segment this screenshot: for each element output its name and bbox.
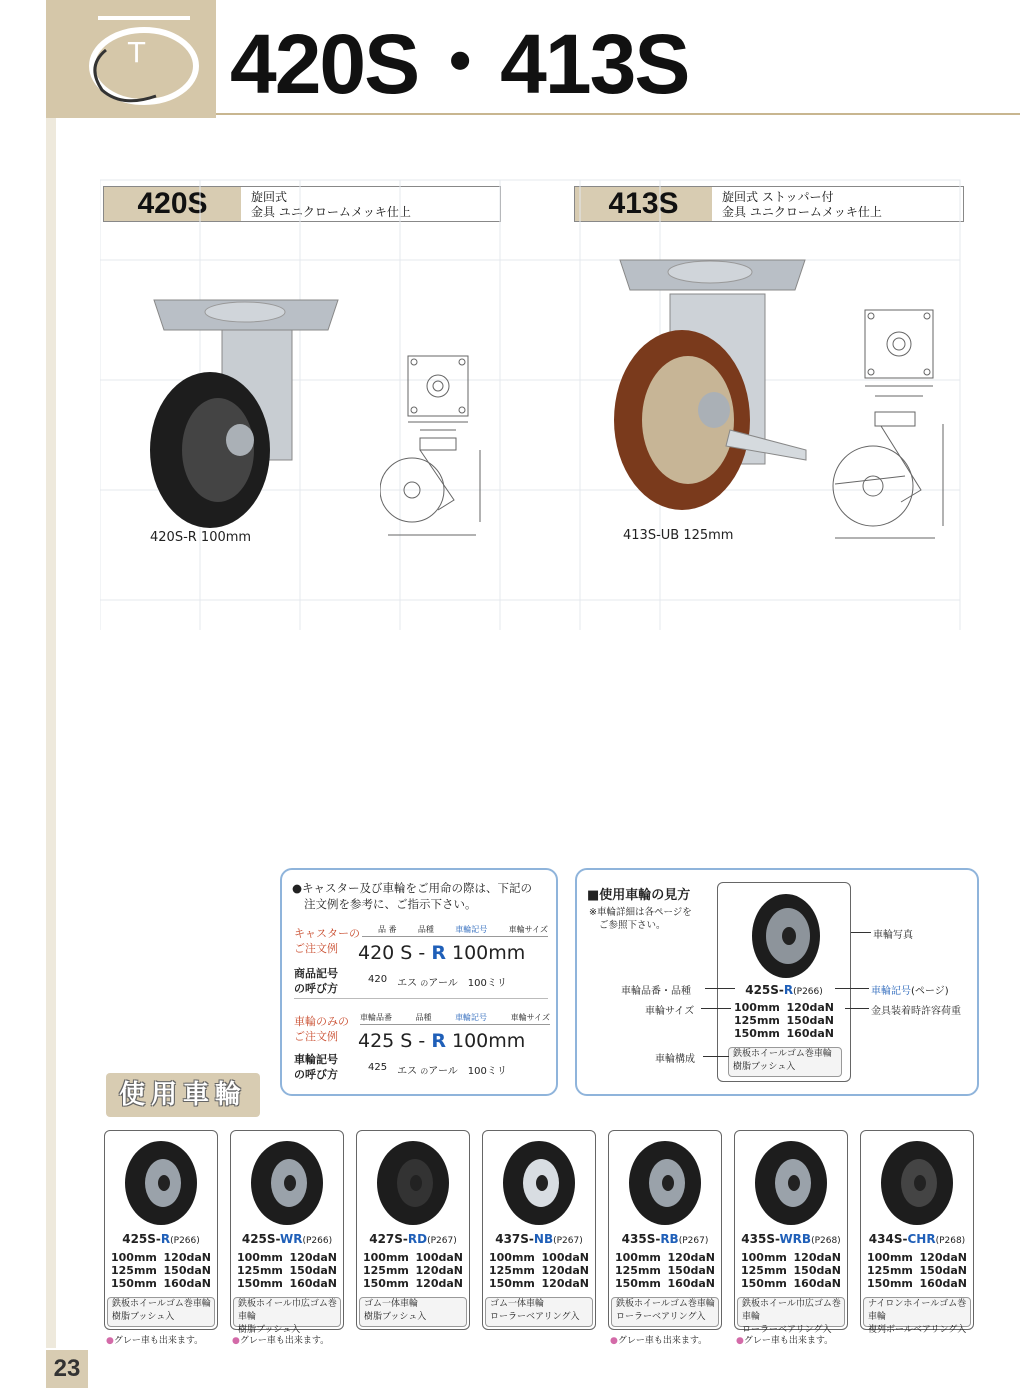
wheel-desc — [107, 1297, 215, 1327]
spec-load: 100daN — [415, 1251, 463, 1264]
wheel-page-ref: (P266) — [302, 1236, 333, 1246]
desc-line: 複列ボールベアリング入 — [868, 1325, 967, 1335]
spec-row — [237, 1264, 337, 1277]
wheel-photo-icon — [111, 1137, 211, 1227]
header-cell: 品種 — [415, 1013, 432, 1022]
product-desc-line: 金具 ユニクロームメッキ仕上 — [251, 205, 411, 219]
wheel-desc — [611, 1297, 719, 1327]
header-cell: 車輪サイズ — [510, 1013, 550, 1022]
spec-load: 120daN — [793, 1251, 841, 1264]
desc-line: 樹脂ブッシュ入 — [112, 1312, 175, 1322]
wheel-note — [736, 1333, 833, 1346]
page-title: 420S・413S — [230, 17, 689, 111]
caster-read — [368, 974, 507, 989]
wheel-card — [860, 1130, 974, 1335]
desc-line: 鉄板ホイール巾広ゴム巻車輪 — [238, 1299, 337, 1322]
read-part: の — [420, 1067, 429, 1076]
wheel-note — [610, 1333, 707, 1346]
spec-load: 150daN — [786, 1014, 834, 1027]
guide-sample-card — [717, 882, 851, 1082]
label-line: 車輪のみの — [294, 1015, 349, 1028]
spec-load: 120daN — [163, 1251, 211, 1264]
read-part: 420 — [368, 974, 388, 985]
spec-row — [489, 1277, 589, 1290]
wheel-photo-icon — [867, 1137, 967, 1227]
wheel-name — [609, 1232, 721, 1246]
wheel-prefix: 437S- — [495, 1232, 534, 1246]
desc-line: ローラーベアリング入 — [616, 1312, 706, 1322]
drawing-420s — [380, 350, 500, 550]
spec-size: 150mm — [489, 1277, 535, 1290]
wheel-specs — [615, 1251, 715, 1290]
callout-line — [705, 988, 735, 989]
wheel-note — [106, 1333, 203, 1346]
wheel-code: RB — [660, 1232, 679, 1246]
desc-line: 鉄板ホイール巾広ゴム巻車輪 — [742, 1299, 841, 1322]
spec-row — [741, 1251, 841, 1264]
brand-logo-panel — [46, 0, 216, 118]
spec-size: 150mm — [734, 1027, 780, 1040]
spec-size: 125mm — [741, 1264, 787, 1277]
product-desc-line: 旋回式 ストッパー付 — [722, 190, 834, 204]
page-number: 23 — [46, 1350, 88, 1388]
note-text: グレー車も出来ます。 — [239, 1336, 330, 1346]
spec-load: 120daN — [786, 1001, 834, 1014]
wheel-prefix: 427S- — [369, 1232, 408, 1246]
spec-row — [615, 1277, 715, 1290]
caster-logo-icon — [46, 0, 216, 118]
spec-size: 100mm — [489, 1251, 535, 1264]
wheel-code: CHR — [907, 1232, 936, 1246]
spec-row — [867, 1277, 967, 1290]
wheel-card — [230, 1130, 344, 1335]
wheel-specs — [111, 1251, 211, 1290]
label-struct: 車輪構成 — [655, 1054, 695, 1065]
read-part: アール — [428, 978, 458, 989]
spec-load: 160daN — [793, 1277, 841, 1290]
bullet-icon: ● — [232, 1336, 240, 1346]
spec-size: 100mm — [867, 1251, 913, 1264]
spec-row — [615, 1264, 715, 1277]
desc-line: 樹脂ブッシュ入 — [238, 1325, 301, 1335]
divider — [362, 936, 548, 937]
read-part: エス — [397, 978, 418, 989]
spec-size: 125mm — [363, 1264, 409, 1277]
note-text: グレー車も出来ます。 — [743, 1336, 834, 1346]
wheel-name — [231, 1232, 343, 1246]
left-margin-strip — [46, 118, 56, 1348]
label-code-text: 車輪記号 — [871, 986, 911, 997]
spec-load: 160daN — [289, 1277, 337, 1290]
spec-size: 125mm — [867, 1264, 913, 1277]
spec-size: 125mm — [111, 1264, 157, 1277]
wheel-photo-icon — [363, 1137, 463, 1227]
desc-line: 樹脂ブッシュ入 — [364, 1312, 427, 1322]
spec-row — [489, 1264, 589, 1277]
wheel-card — [482, 1130, 596, 1330]
spec-load: 150daN — [163, 1264, 211, 1277]
spec-row — [734, 1001, 834, 1014]
spec-size: 150mm — [111, 1277, 157, 1290]
note-line: ※車輪詳細は各ページを — [589, 907, 692, 918]
example-size: 100mm — [452, 942, 526, 964]
spec-size: 125mm — [734, 1014, 780, 1027]
read-part: エス — [397, 1066, 418, 1077]
bullet-icon: ● — [736, 1336, 744, 1346]
product-code-420s: 420S — [104, 187, 241, 221]
note-line: ご参照下さい。 — [599, 920, 666, 931]
desc-line: 樹脂ブッシュ入 — [733, 1062, 796, 1072]
sample-code: R — [783, 983, 794, 997]
wheel-specs — [237, 1251, 337, 1290]
wheel-photo-icon — [741, 1137, 841, 1227]
label-line: キャスターの — [294, 927, 360, 940]
wheel-page-ref: (P266) — [170, 1236, 200, 1246]
wheel-photo-icon — [746, 891, 826, 981]
wheel-guide-panel — [575, 868, 979, 1096]
wheel-card — [104, 1130, 218, 1330]
spec-row — [363, 1251, 463, 1264]
wheel-page-ref: (P268) — [811, 1236, 841, 1246]
sample-page: (P266) — [793, 987, 823, 997]
product-desc-line: 旋回式 — [251, 190, 288, 204]
example-part: 425 S - — [358, 1030, 426, 1052]
example-size: 100mm — [452, 1030, 526, 1052]
spec-load: 160daN — [667, 1277, 715, 1290]
note-text: グレー車も出来ます。 — [113, 1336, 204, 1346]
callout-line — [703, 1056, 729, 1057]
section-label-wheels: 使用車輪 — [106, 1073, 260, 1117]
desc-line: ローラーベアリング入 — [490, 1312, 580, 1322]
desc-line: ゴム一体車輪 — [490, 1299, 545, 1309]
order-intro-line: ●キャスター及び車輪をご用命の際は、下記の — [292, 881, 533, 895]
wheel-prefix: 435S- — [741, 1232, 780, 1246]
callout-line — [851, 932, 871, 933]
wheel-prefix: 425S- — [122, 1232, 161, 1246]
spec-row — [111, 1277, 211, 1290]
header-cell: 品種 — [417, 925, 434, 934]
spec-size: 125mm — [489, 1264, 535, 1277]
header-cell: 車輪品番 — [360, 1013, 392, 1022]
wheel-read-label — [294, 1052, 338, 1082]
wheel-order-headers — [360, 1012, 550, 1023]
guide-sample-specs — [734, 1001, 834, 1040]
spec-row — [615, 1251, 715, 1264]
desc-line: ゴム一体車輪 — [364, 1299, 419, 1309]
divider — [360, 1024, 550, 1025]
spec-row — [237, 1251, 337, 1264]
wheel-photo-icon — [489, 1137, 589, 1227]
bullet-icon: ● — [106, 1336, 114, 1346]
caster-order-example — [358, 942, 525, 964]
guide-sample-desc — [728, 1047, 842, 1077]
spec-load: 120daN — [541, 1264, 589, 1277]
label-code — [871, 982, 949, 997]
read-part: 100ミリ — [467, 1066, 507, 1077]
spec-load: 160daN — [786, 1027, 834, 1040]
header-cell: 車輪記号 — [455, 1013, 488, 1022]
wheel-note — [232, 1333, 329, 1346]
label-size: 車輪サイズ — [645, 1006, 695, 1017]
photo-caption-420s: 420S-R 100mm — [150, 530, 252, 545]
header-cell: 車輪サイズ — [508, 925, 548, 934]
callout-line — [845, 1008, 869, 1009]
wheel-desc — [233, 1297, 341, 1335]
wheel-desc — [737, 1297, 845, 1335]
wheel-page-ref: (P267) — [678, 1236, 709, 1246]
spec-row — [237, 1277, 337, 1290]
wheel-read — [368, 1062, 507, 1077]
spec-size: 150mm — [237, 1277, 283, 1290]
wheel-photo-icon — [615, 1137, 715, 1227]
caster-read-label — [294, 966, 338, 996]
spec-size: 100mm — [734, 1001, 780, 1014]
example-code: R — [431, 942, 446, 964]
desc-line: 鉄板ホイールゴム巻車輪 — [112, 1299, 211, 1309]
label-line: の呼び方 — [294, 1068, 338, 1081]
desc-line: ローラーベアリング入 — [742, 1325, 832, 1335]
spec-row — [489, 1251, 589, 1264]
guide-sample-name — [718, 983, 850, 997]
wheel-photo-icon — [237, 1137, 337, 1227]
wheel-name — [357, 1232, 469, 1246]
label-line: ご注文例 — [294, 942, 338, 955]
spec-size: 125mm — [615, 1264, 661, 1277]
product-desc-line: 金具 ユニクロームメッキ仕上 — [722, 205, 882, 219]
desc-line: 鉄板ホイールゴム巻車輪 — [616, 1299, 715, 1309]
spec-row — [741, 1264, 841, 1277]
wheel-card — [608, 1130, 722, 1330]
desc-line: 鉄板ホイールゴム巻車輪 — [733, 1049, 832, 1059]
spec-row — [734, 1014, 834, 1027]
header-rule — [216, 113, 1020, 115]
sample-prefix: 425S- — [745, 983, 784, 997]
label-line: 商品記号 — [294, 967, 338, 980]
spec-size: 100mm — [237, 1251, 283, 1264]
read-part: アール — [428, 1066, 458, 1077]
wheel-specs — [867, 1251, 967, 1290]
wheel-prefix: 425S- — [241, 1232, 280, 1246]
spec-load: 120daN — [289, 1251, 337, 1264]
spec-load: 160daN — [163, 1277, 211, 1290]
spec-row — [867, 1251, 967, 1264]
wheel-specs — [741, 1251, 841, 1290]
header-cell: 品 番 — [378, 925, 397, 934]
spec-row — [363, 1264, 463, 1277]
spec-size: 150mm — [363, 1277, 409, 1290]
wheel-desc — [359, 1297, 467, 1327]
spec-load: 150daN — [289, 1264, 337, 1277]
label-load: 金具装着時許容荷重 — [871, 1006, 961, 1017]
example-part: 420 S - — [358, 942, 426, 964]
callout-line — [835, 988, 869, 989]
wheel-card — [356, 1130, 470, 1330]
caster-order-headers — [378, 924, 548, 935]
spec-load: 150daN — [667, 1264, 715, 1277]
spec-load: 100daN — [541, 1251, 589, 1264]
order-intro-line: 注文例を参考に、ご指示下さい。 — [304, 897, 477, 911]
guide-title: ■使用車輪の見方 — [587, 888, 691, 903]
spec-load: 150daN — [793, 1264, 841, 1277]
spec-load: 150daN — [919, 1264, 967, 1277]
spec-size: 150mm — [615, 1277, 661, 1290]
divider — [294, 998, 548, 999]
header-cell: 車輪記号 — [455, 925, 488, 934]
spec-size: 150mm — [867, 1277, 913, 1290]
wheel-page-ref: (P267) — [553, 1236, 583, 1246]
spec-row — [111, 1264, 211, 1277]
spec-size: 100mm — [741, 1251, 787, 1264]
order-intro — [292, 880, 532, 912]
wheel-name — [861, 1232, 973, 1246]
spec-size: 100mm — [111, 1251, 157, 1264]
read-part: 100ミリ — [467, 978, 507, 989]
wheel-code: R — [160, 1232, 171, 1246]
caster-photo-413s — [610, 250, 810, 530]
spec-load: 120daN — [541, 1277, 589, 1290]
spec-row — [867, 1264, 967, 1277]
wheel-code: RD — [407, 1232, 428, 1246]
drawing-413s — [825, 300, 965, 550]
desc-line: ナイロンホイールゴム巻車輪 — [868, 1299, 967, 1322]
wheel-specs — [489, 1251, 589, 1290]
label-photo: 車輪写真 — [873, 930, 913, 941]
label-name: 車輪品番・品種 — [621, 986, 691, 997]
wheel-code: WRB — [779, 1232, 812, 1246]
wheel-code: WR — [280, 1232, 303, 1246]
label-line: ご注文例 — [294, 1030, 338, 1043]
wheel-order-example — [358, 1030, 525, 1052]
spec-row — [734, 1027, 834, 1040]
wheel-name — [105, 1232, 217, 1246]
note-text: グレー車も出来ます。 — [617, 1336, 708, 1346]
wheel-prefix: 435S- — [621, 1232, 661, 1246]
caster-photo-420s — [140, 290, 350, 535]
example-code: R — [431, 1030, 446, 1052]
product-code-413s: 413S — [575, 187, 712, 221]
wheel-name — [483, 1232, 595, 1246]
spec-row — [741, 1277, 841, 1290]
label-line: の呼び方 — [294, 982, 338, 995]
photo-caption-413s: 413S-UB 125mm — [623, 528, 734, 543]
wheel-order-label — [294, 1014, 349, 1044]
spec-size: 125mm — [237, 1264, 283, 1277]
wheel-prefix: 434S- — [868, 1232, 908, 1246]
spec-row — [363, 1277, 463, 1290]
spec-size: 100mm — [363, 1251, 409, 1264]
spec-load: 120daN — [415, 1277, 463, 1290]
wheel-page-ref: (P268) — [935, 1236, 966, 1246]
wheel-page-ref: (P267) — [427, 1236, 457, 1246]
guide-note — [589, 906, 692, 932]
spec-row — [111, 1251, 211, 1264]
spec-load: 120daN — [667, 1251, 715, 1264]
read-part: の — [420, 979, 429, 988]
order-example-panel — [280, 868, 558, 1096]
label-page-suffix: (ページ) — [911, 986, 949, 997]
spec-load: 160daN — [919, 1277, 967, 1290]
wheel-card — [734, 1130, 848, 1335]
spec-load: 120daN — [415, 1264, 463, 1277]
wheel-desc — [863, 1297, 971, 1335]
label-line: 車輪記号 — [294, 1053, 338, 1066]
spec-load: 120daN — [919, 1251, 967, 1264]
svg-text:T: T — [128, 36, 146, 69]
wheel-code: NB — [533, 1232, 554, 1246]
bullet-icon: ● — [610, 1336, 618, 1346]
spec-size: 100mm — [615, 1251, 661, 1264]
callout-line — [701, 1008, 731, 1009]
wheel-desc — [485, 1297, 593, 1327]
spec-size: 150mm — [741, 1277, 787, 1290]
read-part: 425 — [368, 1062, 388, 1073]
wheel-name — [735, 1232, 847, 1246]
caster-order-label — [294, 926, 360, 956]
wheel-specs — [363, 1251, 463, 1290]
